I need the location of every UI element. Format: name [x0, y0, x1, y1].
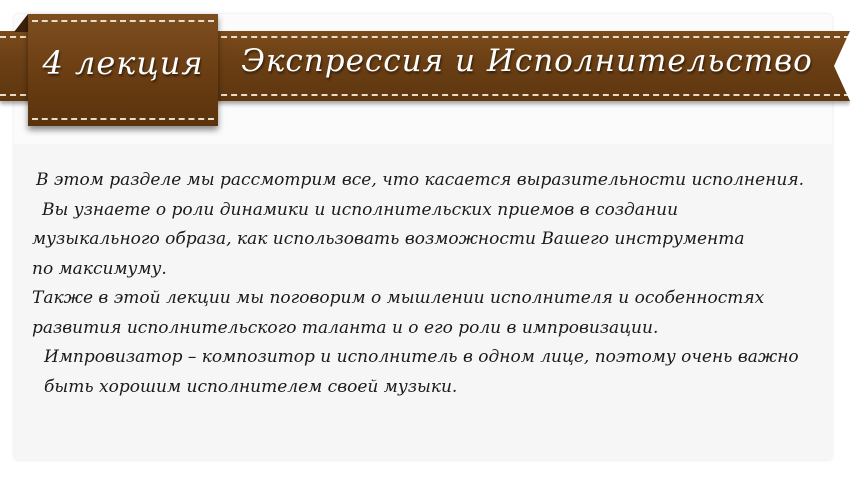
text-line: быть хорошим исполнителем своей музыки. — [44, 376, 458, 397]
lecture-number: 4 лекция — [42, 44, 204, 82]
ribbon-notch — [834, 31, 850, 101]
lecture-badge — [28, 14, 218, 126]
text-line: Вы узнаете о роли динамики и исполнительских приемов в создании — [42, 199, 679, 220]
text-line: музыкального образа, как использовать возможности Вашего инструмента — [32, 229, 745, 249]
page-title: Экспрессия и Исполнительство — [241, 43, 813, 79]
text-line: по максимуму. — [32, 258, 167, 279]
badge-fold — [14, 14, 28, 32]
text-line: Импровизатор – композитор и исполнитель в одном лице, поэтому очень важно — [44, 347, 799, 367]
text-line: Также в этой лекции мы поговорим о мышлении исполнителя и особенностях — [32, 288, 765, 308]
text-line: развития исполнительского таланта и о его роли в импровизации. — [32, 317, 659, 338]
text-line: В этом разделе мы рассмотрим все, что касается выразительности исполнения. — [36, 170, 804, 190]
lecture-description — [32, 166, 832, 402]
